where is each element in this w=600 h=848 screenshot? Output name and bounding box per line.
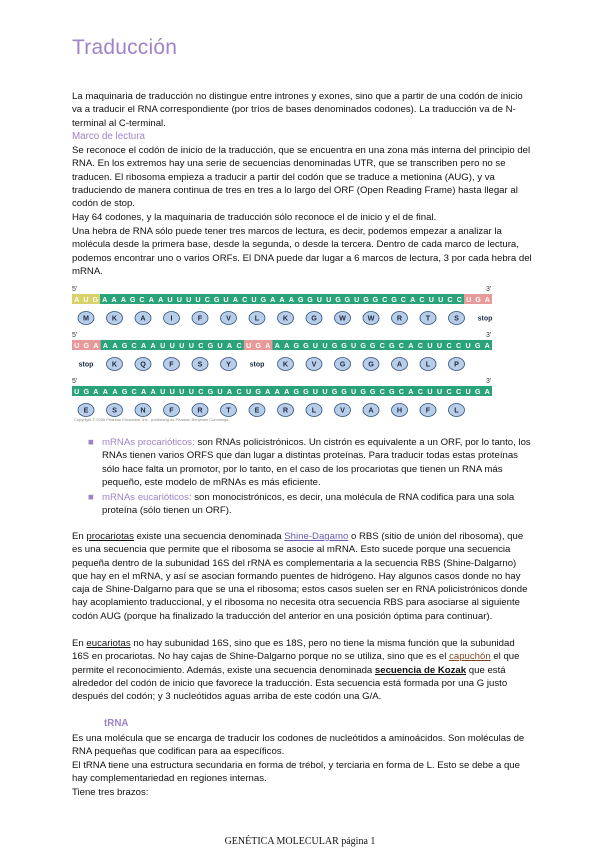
- text-run: o RBS (sitio de unión del ribosoma), que es una secuencia que permite que el ribosoma se asocie al mRNA. Esto sucede porque una secuencia pequeña dentro de la subunidad 16S del rRNA es complementaria a la secuencia RBS (Shine-Dalgarno) que hay en el mRNA, y así se asocian formando puentes de hidrógeno. Hay algunos casos donde no hay caja de Shine-Dalgarno para que se una el ribosoma; estos casos suelen ser en RNA policistrónicos donde hay acoplamiento traduccional, y el ribosoma no necesita otra secuencia RBS para asociarse al siguiente codón AUG (porque ha finalizado la traducción del anterior en una posición óptima para continuar).: [72, 531, 528, 622]
- amino-acid-label: F: [197, 313, 203, 323]
- nucleotide-label: G: [360, 341, 366, 350]
- nucleotide-label: A: [408, 341, 414, 350]
- trna-paragraph-1: Es una molécula que se encarga de traducir los codones de nucleótidos a aminoácidos. Son moléculas de RNA pequeñas que codifican para aa específicos.: [72, 733, 525, 758]
- nucleotide-label: C: [398, 387, 404, 396]
- nucleotide-label: G: [344, 295, 351, 304]
- nucleotide-label: C: [198, 341, 204, 350]
- nucleotide-label: A: [226, 387, 233, 396]
- amino-acid-label: R: [282, 405, 289, 415]
- amino-acid-label: A: [140, 313, 146, 323]
- nucleotide-label: U: [176, 295, 182, 304]
- nucleotide-label: C: [398, 341, 404, 350]
- amino-acid-label: W: [339, 313, 346, 323]
- three-prime-label: 3': [486, 332, 492, 339]
- nucleotide-label: A: [270, 295, 276, 304]
- amino-acid-label: K: [282, 359, 289, 369]
- nucleotide-label: A: [112, 387, 118, 396]
- nucleotide-label: G: [388, 387, 395, 396]
- nucleotide-label: U: [245, 387, 252, 396]
- list-item: [88, 436, 538, 489]
- marco-heading: Marco de lectura: [72, 131, 145, 142]
- eucariotas-paragraph: En eucariotas no hay subunidad 16S, sino que es 18S, pero no tiene la misma función que la subunidad 16S en procariotas. No hay cajas de Shine-Dalgarno porque no se utiliza, sino que es el capuchón el que permite el reconocimiento. Además, existe una secuencia denominada secuencia de Kozak que está alrededor del codón de inicio que favorece la traducción. Esta secuencia está formada por una G justo después del codón; y 3 nucleótidos aguas arriba de este codón una G/A.: [72, 638, 520, 703]
- nucleotide-label: G: [474, 341, 481, 350]
- nucleotide-label: A: [484, 295, 490, 304]
- nucleotide-label: C: [446, 387, 452, 396]
- nucleotide-label: A: [484, 387, 490, 396]
- amino-acid-label: G: [339, 359, 346, 369]
- nucleotide-label: G: [303, 387, 309, 396]
- nucleotide-label: U: [169, 341, 175, 350]
- nucleotide-label: A: [284, 387, 290, 396]
- nucleotide-label: U: [436, 341, 443, 350]
- marco-paragraph-3: Una hebra de RNA sólo puede tener tres marcos de lectura, es decir, podemos empezar a analizar la molécula desde la primera base, desde la segunda, o desde la tercera. Dentro de cada marco de lectura, podemos encontrar uno o varios ORFs. El DNA puede dar lugar a 6 marcos de lectura, 3 por cada hebra del mRNA.: [72, 226, 532, 277]
- nucleotide-label: G: [129, 295, 136, 304]
- nucleotide-label: G: [372, 295, 379, 304]
- amino-acid-label: V: [226, 313, 231, 323]
- nucleotide-label: U: [167, 295, 173, 304]
- figure-credit: Copyright © 2006 Pearson Education, Inc., publishing as Pearson Benjamin Cummings: [74, 417, 229, 422]
- nucleotide-label: A: [111, 295, 117, 304]
- nucleotide-label: A: [288, 295, 294, 304]
- nucleotide-label: C: [236, 387, 242, 396]
- nucleotide-label: U: [217, 341, 223, 350]
- three-prime-label: 3': [486, 286, 492, 293]
- nucleotide-label: G: [207, 387, 214, 396]
- nucleotide-label: A: [102, 387, 109, 396]
- amino-acid-label: L: [454, 405, 459, 415]
- nucleotide-label: C: [379, 387, 385, 396]
- amino-acid-label: R: [396, 313, 403, 323]
- nucleotide-label: U: [316, 295, 322, 304]
- amino-acid-label: N: [140, 405, 146, 415]
- amino-acid-label: K: [111, 313, 118, 323]
- nucleotide-label: U: [350, 387, 357, 396]
- capuchon-term: capuchón: [449, 651, 491, 663]
- nucleotide-label: U: [188, 341, 194, 350]
- five-prime-label: 5': [72, 286, 78, 293]
- five-prime-label: 5': [72, 378, 78, 385]
- nucleotide-label: U: [83, 295, 89, 304]
- nucleotide-label: U: [312, 341, 319, 350]
- nucleotide-label: A: [140, 341, 147, 350]
- nucleotide-label: G: [363, 295, 369, 304]
- nucleotide-label: U: [74, 341, 80, 350]
- amino-acid-label: A: [396, 359, 403, 369]
- nucleotide-label: A: [274, 341, 280, 350]
- amino-acid-label: Q: [140, 359, 146, 369]
- nucleotide-label: G: [255, 387, 261, 396]
- marco-paragraph-2: Hay 64 codones, y la maquinaria de traducción sólo reconoce el de inicio y el de final.: [72, 212, 437, 223]
- nucleotide-label: C: [204, 295, 210, 304]
- nucleotide-label: U: [466, 295, 472, 304]
- marco-paragraph-1: Se reconoce el codón de inicio de la traducción, que se encuentra en una zona más interna del principio del RNA. En los extremos hay una serie de secuencias denominadas UTR, que se transcriben pero no se traducen. El ribosoma empieza a traducir a partir del codón que se traduce a metionina (AUG), y va traduciendo de manera continua de tres en tres a lo largo del ORF (Open Reading Frame) hasta llegar al codón de stop.: [72, 145, 531, 210]
- nucleotide-label: A: [265, 341, 271, 350]
- nucleotide-label: C: [382, 295, 388, 304]
- amino-acid-label: F: [169, 405, 174, 415]
- nucleotide-label: G: [297, 295, 304, 304]
- page-footer: GENÉTICA MOLECULAR página 1: [224, 836, 376, 847]
- nucleotide-label: A: [74, 295, 80, 304]
- nucleotide-label: G: [83, 341, 90, 350]
- nucleotide-label: G: [213, 295, 220, 304]
- nucleotide-label: C: [447, 295, 453, 304]
- nucleotide-label: U: [438, 295, 444, 304]
- amino-acid-label: F: [425, 405, 431, 415]
- amino-acid-label: Y: [226, 359, 231, 369]
- nucleotide-label: U: [427, 341, 433, 350]
- bullet-text: son RNAs policistrónicos. Un cistrón es equivalente a un ORF, por lo tanto, los RNAs tienen varios ORFS que dan lugar a distintas proteínas. Para traducir todas estas proteínas sólo hace falta un promotor, por lo tanto, en el caso de los procariotas que tienen un RNA más pequeño, este modelo de mRNAs es más eficiente.: [102, 437, 531, 488]
- nucleotide-label: G: [260, 295, 267, 304]
- amino-acid-label: M: [83, 313, 89, 323]
- amino-acid-label: E: [83, 405, 89, 415]
- nucleotide-label: G: [207, 341, 214, 350]
- nucleotide-label: U: [428, 295, 434, 304]
- nucleotide-label: A: [408, 387, 414, 396]
- five-prime-label: 5': [72, 332, 78, 339]
- nucleotide-label: C: [446, 341, 452, 350]
- nucleotide-label: U: [322, 387, 328, 396]
- procariotas-term: procariotas: [86, 531, 134, 542]
- nucleotide-label: C: [419, 295, 425, 304]
- amino-acid-label: F: [169, 359, 174, 369]
- nucleotide-label: C: [455, 387, 462, 396]
- nucleotide-label: G: [475, 295, 481, 304]
- nucleotide-label: A: [148, 295, 154, 304]
- stop-label: stop: [249, 361, 265, 369]
- nucleotide-label: A: [150, 387, 156, 396]
- nucleotide-label: G: [369, 341, 376, 350]
- nucleotide-label: G: [255, 341, 261, 350]
- stop-label: stop: [78, 361, 94, 369]
- nucleotide-label: C: [236, 341, 242, 350]
- nucleotide-label: U: [245, 341, 252, 350]
- nucleotide-label: U: [179, 387, 185, 396]
- amino-acid-label: T: [226, 405, 231, 415]
- nucleotide-label: A: [93, 341, 99, 350]
- nucleotide-label: G: [121, 387, 128, 396]
- nucleotide-label: U: [322, 341, 328, 350]
- nucleotide-label: G: [83, 387, 90, 396]
- trna-paragraph-3: Tiene tres brazos:: [72, 787, 149, 798]
- nucleotide-label: U: [251, 295, 257, 304]
- nucleotide-label: A: [150, 341, 156, 350]
- amino-acid-label: P: [454, 359, 459, 369]
- amino-acid-label: G: [311, 313, 317, 323]
- nucleotide-label: G: [121, 341, 128, 350]
- nucleotide-label: G: [369, 387, 376, 396]
- amino-acid-label: K: [111, 359, 118, 369]
- trna-heading: tRNA: [104, 718, 129, 729]
- trna-paragraph-2: El tRNA tiene una estructura secundaria en forma de trébol, y terciaria en forma de L. Esto se debe a que hay complementariedad en regiones internas.: [72, 760, 520, 785]
- nucleotide-label: A: [265, 387, 271, 396]
- bullet-icon: ■: [88, 437, 94, 448]
- amino-acid-label: W: [367, 313, 375, 323]
- amino-acid-label: I: [170, 313, 173, 323]
- nucleotide-label: U: [169, 387, 175, 396]
- nucleotide-label: C: [417, 341, 424, 350]
- nucleotide-label: A: [120, 295, 126, 304]
- nucleotide-label: U: [195, 295, 201, 304]
- list-item: [88, 491, 538, 518]
- nucleotide-label: C: [131, 341, 137, 350]
- nucleotide-label: C: [417, 387, 424, 396]
- bullet-term: mRNAs eucarióticos:: [102, 492, 192, 504]
- nucleotide-label: C: [379, 341, 385, 350]
- bullet-text: son monocistrónicos, es decir, una molécula de RNA codifica para una sola proteína (sólo tienen un ORF).: [102, 492, 515, 517]
- nucleotide-label: G: [307, 295, 313, 304]
- nucleotide-label: A: [279, 295, 285, 304]
- text-run: el que permite el reconocimiento. Además, existe una secuencia denominada: [72, 651, 520, 676]
- amino-acid-label: R: [197, 405, 203, 415]
- stop-label: stop: [477, 315, 493, 323]
- bullet-icon: ■: [88, 492, 94, 504]
- amino-acid-label: H: [396, 405, 403, 415]
- amino-acid-label: G: [368, 359, 374, 369]
- nucleotide-label: U: [465, 341, 471, 350]
- nucleotide-label: U: [326, 295, 332, 304]
- nucleotide-label: A: [484, 341, 490, 350]
- kozak-term: secuencia de Kozak: [374, 664, 467, 676]
- nucleotide-label: G: [92, 295, 99, 304]
- nucleotide-label: A: [102, 295, 108, 304]
- nucleotide-label: G: [303, 341, 309, 350]
- page-title: Traducción: [72, 36, 178, 59]
- nucleotide-label: G: [331, 387, 338, 396]
- nucleotide-label: A: [232, 295, 238, 304]
- nucleotide-label: G: [331, 341, 338, 350]
- nucleotide-label: C: [456, 295, 462, 304]
- nucleotide-label: C: [455, 341, 462, 350]
- shine-dalgarno-link[interactable]: Shine-Dagamo: [284, 531, 349, 542]
- nucleotide-label: U: [223, 295, 229, 304]
- bullet-term: mRNAs procarióticos:: [102, 437, 195, 448]
- reading-frames-figure: [70, 280, 510, 420]
- nucleotide-label: U: [188, 387, 194, 396]
- nucleotide-label: A: [112, 341, 118, 350]
- amino-acid-label: A: [368, 405, 374, 415]
- nucleotide-label: U: [350, 341, 357, 350]
- nucleotide-label: G: [391, 295, 397, 304]
- nucleotide-label: U: [74, 387, 80, 396]
- nucleotide-label: A: [284, 341, 290, 350]
- nucleotide-label: C: [131, 387, 137, 396]
- nucleotide-label: C: [400, 295, 406, 304]
- text-run: no hay subunidad 16S, sino que es 18S, pero no tiene la misma función que la subunidad 16S en procariotas. No hay cajas de Shine-Dalgarno porque no se utiliza, sino que es el: [72, 638, 515, 663]
- three-prime-label: 3': [486, 378, 492, 385]
- nucleotide-label: U: [186, 295, 192, 304]
- amino-acid-label: L: [425, 359, 431, 369]
- nucleotide-label: A: [140, 387, 147, 396]
- mrna-bullet-list: [88, 436, 538, 520]
- text-run: que está alrededor del codón de inicio que favorece la traducción. Esta secuencia está formada por una G justo después del codón; y 3 nucleótidos aguas arriba de este codón una G/A.: [72, 664, 508, 703]
- eucariotas-term: eucariotas: [86, 638, 131, 649]
- amino-acid-label: L: [311, 405, 317, 415]
- nucleotide-label: G: [335, 295, 341, 304]
- nucleotide-label: C: [198, 387, 204, 396]
- nucleotide-label: U: [179, 341, 185, 350]
- amino-acid-label: S: [112, 405, 117, 415]
- nucleotide-label: A: [158, 295, 164, 304]
- nucleotide-label: U: [312, 387, 319, 396]
- amino-acid-label: E: [254, 405, 260, 415]
- nucleotide-label: G: [293, 341, 300, 350]
- nucleotide-label: U: [160, 387, 166, 396]
- nucleotide-label: A: [226, 341, 233, 350]
- nucleotide-label: A: [410, 295, 416, 304]
- amino-acid-label: T: [425, 313, 431, 323]
- nucleotide-label: C: [242, 295, 248, 304]
- text-run: existe una secuencia denominada: [133, 531, 285, 542]
- amino-acid-label: V: [340, 405, 345, 415]
- nucleotide-label: G: [474, 387, 481, 396]
- amino-acid-label: V: [311, 359, 317, 369]
- nucleotide-label: A: [93, 387, 99, 396]
- nucleotide-label: U: [465, 387, 471, 396]
- amino-acid-label: K: [282, 313, 289, 323]
- nucleotide-label: U: [160, 341, 166, 350]
- nucleotide-label: G: [360, 387, 366, 396]
- nucleotide-label: U: [436, 387, 443, 396]
- amino-acid-label: S: [197, 359, 203, 369]
- nucleotide-label: U: [354, 295, 360, 304]
- nucleotide-label: G: [341, 341, 347, 350]
- amino-acid-label: S: [454, 313, 459, 323]
- nucleotide-label: A: [102, 341, 109, 350]
- nucleotide-label: G: [388, 341, 395, 350]
- nucleotide-label: U: [217, 387, 223, 396]
- nucleotide-label: G: [293, 387, 300, 396]
- intro-paragraph: La maquinaria de traducción no distingue entre intrones y exones, sino que a partir de una codón de inicio va a traducir el RNA correspondiente (por tríos de bases denominados codones). La traducción va de N-terminal al C-terminal.: [72, 91, 523, 129]
- nucleotide-label: A: [274, 387, 280, 396]
- nucleotide-label: C: [139, 295, 145, 304]
- procariotas-paragraph: En procariotas existe una secuencia denominada Shine-Dagamo o RBS (sitio de unión del ribosoma), que es una secuencia que permite que el ribosoma se asocie al mRNA. Esto sucede porque una secuencia pequeña dentro de la subunidad 16S del rRNA es complementaria a la secuencia RBS (Shine-Dalgarno) que hay en el mRNA, y así se asocian formando puentes de hidrógeno. Hay algunos casos donde no hay caja de Shine-Dalgarno para que se una el ribosoma; estos casos suelen ser en RNA policistrónicos donde hay acoplamiento traduccional, y el ribosoma no necesita otra secuencia RBS para asociarse al siguiente codón AUG (porque ha finalizado la traducción del anterior en una posición óptima para continuar).: [72, 531, 528, 622]
- nucleotide-label: G: [341, 387, 347, 396]
- amino-acid-label: L: [254, 313, 260, 323]
- nucleotide-label: U: [427, 387, 433, 396]
